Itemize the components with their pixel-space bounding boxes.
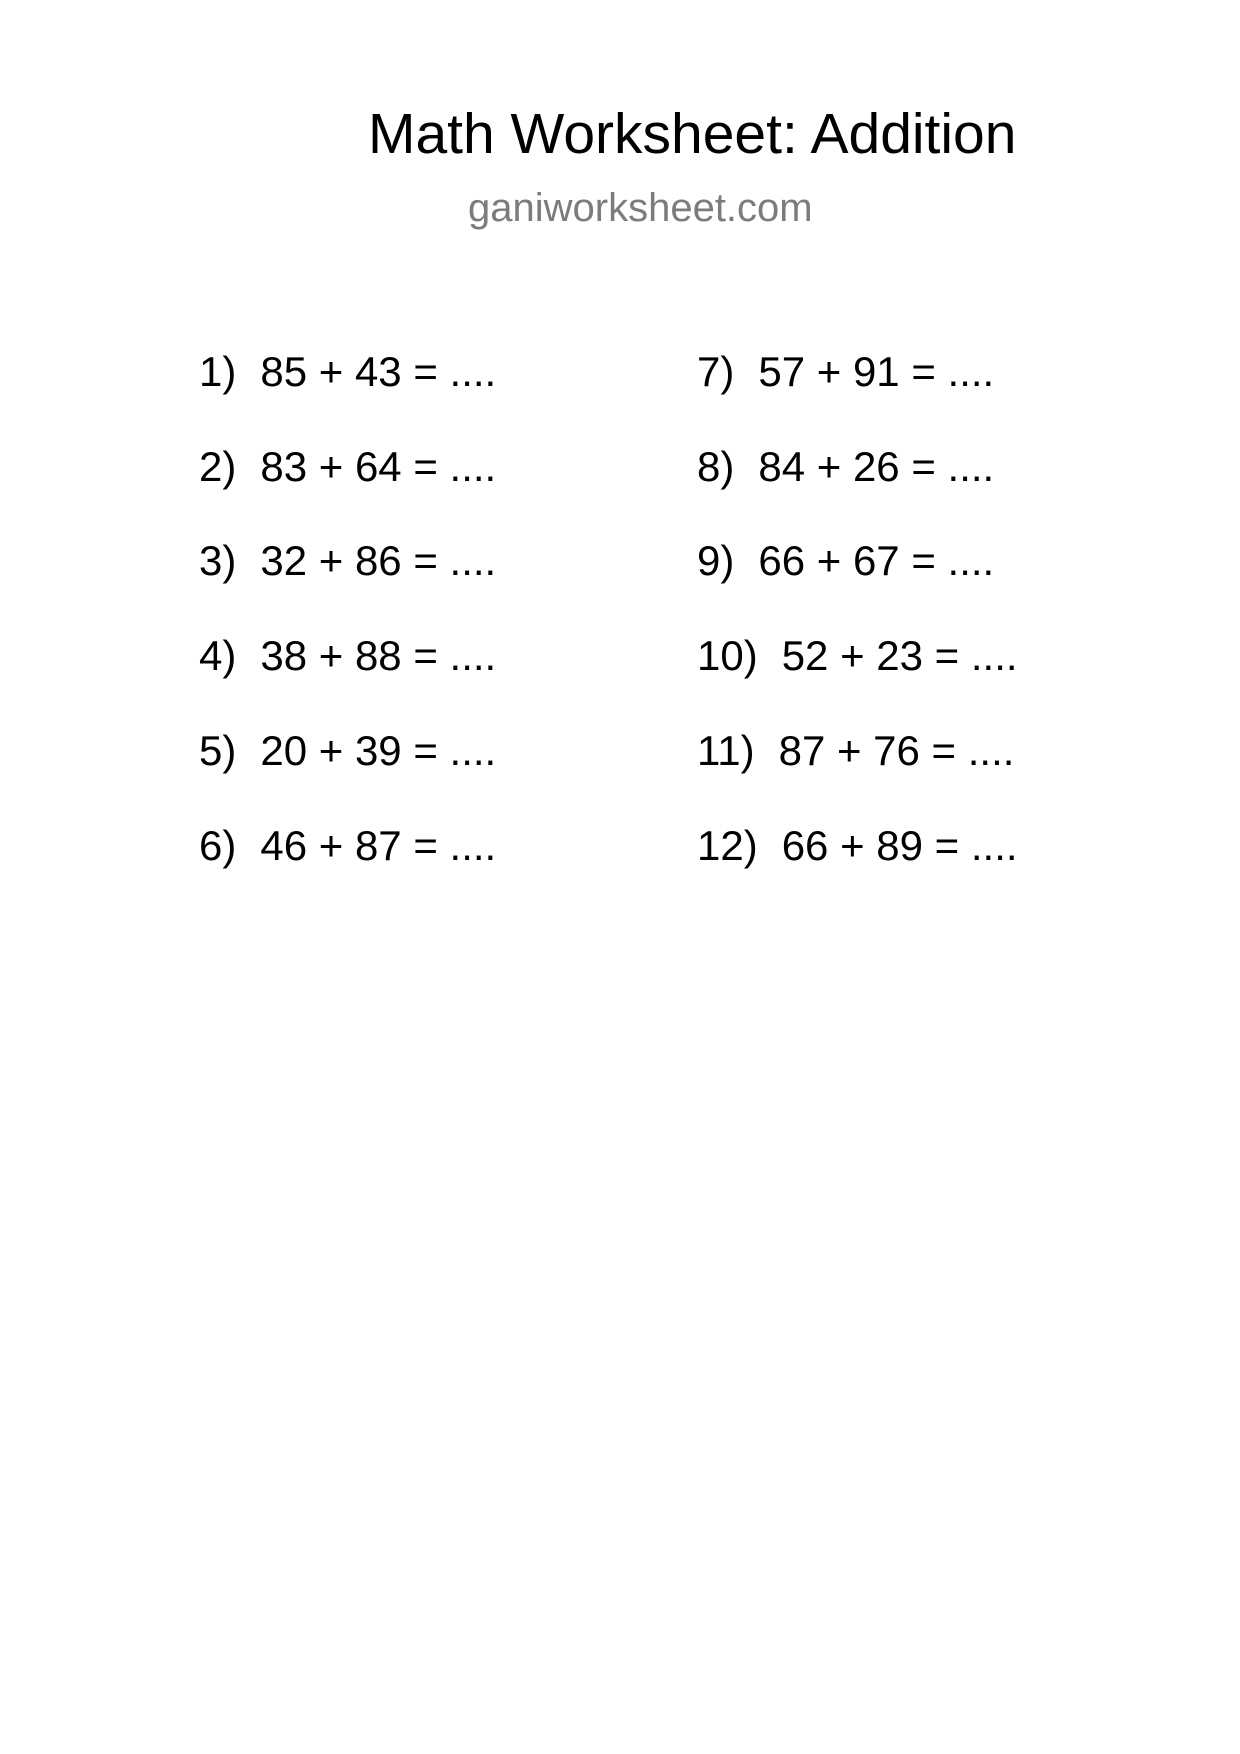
problem-item: [697, 347, 994, 397]
problem-expression: 46 + 87 = ....: [260, 822, 497, 869]
problem-expression: 85 + 43 = ....: [260, 348, 497, 395]
problem-expression: 20 + 39 = ....: [260, 727, 497, 774]
problem-number: 1): [199, 348, 237, 395]
problem-number: 6): [199, 822, 237, 869]
problem-item: [697, 442, 994, 492]
problem-expression: 57 + 91 = ....: [758, 348, 995, 395]
problem-number: 10): [697, 632, 758, 679]
problem-number: 11): [697, 727, 755, 774]
problem-expression: 66 + 67 = ....: [758, 537, 995, 584]
problem-number: 3): [199, 537, 237, 584]
problem-number: 5): [199, 727, 237, 774]
problem-expression: 52 + 23 = ....: [781, 632, 1018, 679]
problem-item: [697, 631, 1018, 681]
problem-number: 7): [697, 348, 735, 395]
problem-item: [697, 726, 1014, 776]
problem-expression: 66 + 89 = ....: [781, 822, 1018, 869]
problem-expression: 83 + 64 = ....: [260, 443, 497, 490]
problem-number: 8): [697, 443, 735, 490]
problem-number: 4): [199, 632, 237, 679]
problem-item: [199, 821, 496, 871]
problem-expression: 84 + 26 = ....: [758, 443, 995, 490]
page-title: Math Worksheet: Addition: [368, 102, 1017, 166]
problem-item: [697, 536, 994, 586]
problem-item: [199, 347, 496, 397]
problem-number: 12): [697, 822, 758, 869]
problem-number: 2): [199, 443, 237, 490]
problem-item: [199, 536, 496, 586]
problem-expression: 38 + 88 = ....: [260, 632, 497, 679]
page-subtitle: ganiworksheet.com: [468, 186, 813, 230]
problem-item: [199, 442, 496, 492]
problem-number: 9): [697, 537, 735, 584]
problem-expression: 87 + 76 = ....: [778, 727, 1015, 774]
problem-item: [199, 726, 496, 776]
problem-item: [199, 631, 496, 681]
problem-expression: 32 + 86 = ....: [260, 537, 497, 584]
problem-item: [697, 821, 1018, 871]
